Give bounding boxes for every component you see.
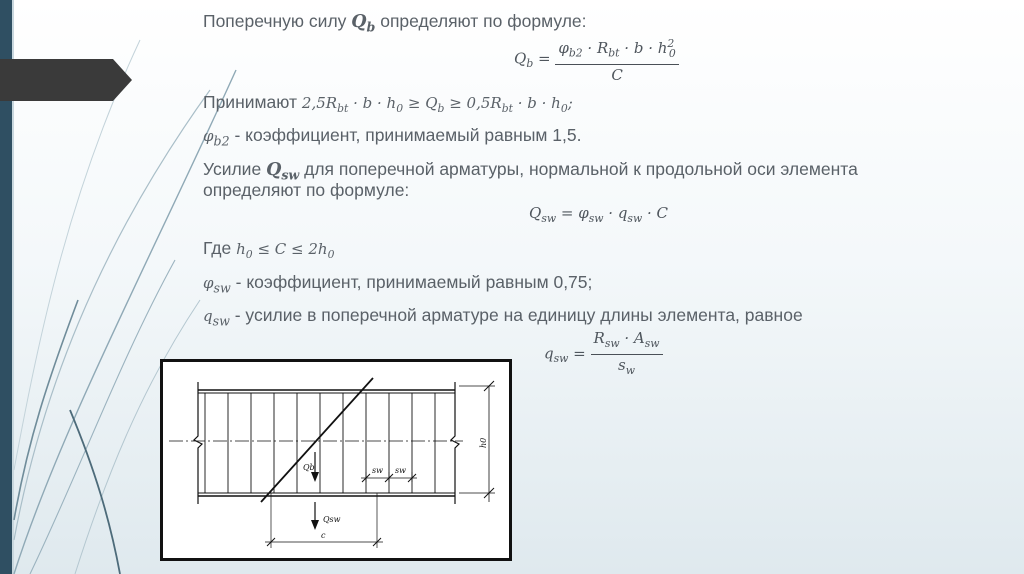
arrow-tab-icon [0, 59, 132, 101]
text-line-4: Усилие $Q_{sw}$ для поперечной арматуры, нормальной к продольной оси элемента [203, 159, 858, 183]
label-qsw: Qsw [323, 515, 341, 524]
text-line-5: определяют по формуле: [203, 180, 410, 200]
beam-diagram [163, 362, 509, 558]
text-line-7: $\varphi_{sw}$ - коэффициент, принимаемый равным 0,75; [203, 272, 593, 296]
text-line-8: $q_{sw}$ - усилие в поперечной арматуре на единицу длины элемента, равное [203, 305, 803, 329]
label-sw-2: sw [395, 466, 406, 475]
formula-q-sw: $q_{sw}$ = $\frac{R_{sw} \cdot A_{sw}}{s_w}$ [544, 328, 663, 381]
formula-qsw: $Q_{sw} = \varphi_{sw} \cdot q_{sw} \cdot C$ [529, 204, 668, 225]
beam-diagram-figure [160, 359, 512, 561]
label-h0: h0 [479, 437, 488, 448]
text-line-1: Поперечную силу $Q_b$ определяют по формуле: [203, 11, 587, 35]
formula-qb: $Q_b$ = $\frac{\varphi_{b2} \cdot R_{bt} \cdot b \cdot h^2_0}{C}$ [514, 34, 679, 85]
text-line-6: Где $h_0 \le C \le 2h_0$ [203, 238, 335, 261]
label-c: c [321, 531, 326, 540]
qb-arrowhead-icon [311, 472, 319, 482]
text-line-3: $\varphi_{b2}$ - коэффициент, принимаемый равным 1,5. [203, 125, 582, 149]
qsw-arrowhead-icon [311, 520, 319, 530]
text-line-2: Принимают $2,5R_{bt} \cdot b \cdot h_0 \ge Q_b \ge 0,5R_{bt} \cdot b \cdot h_0$; [203, 92, 573, 115]
label-sw-1: sw [372, 466, 383, 475]
label-qb: Qb [303, 463, 315, 472]
